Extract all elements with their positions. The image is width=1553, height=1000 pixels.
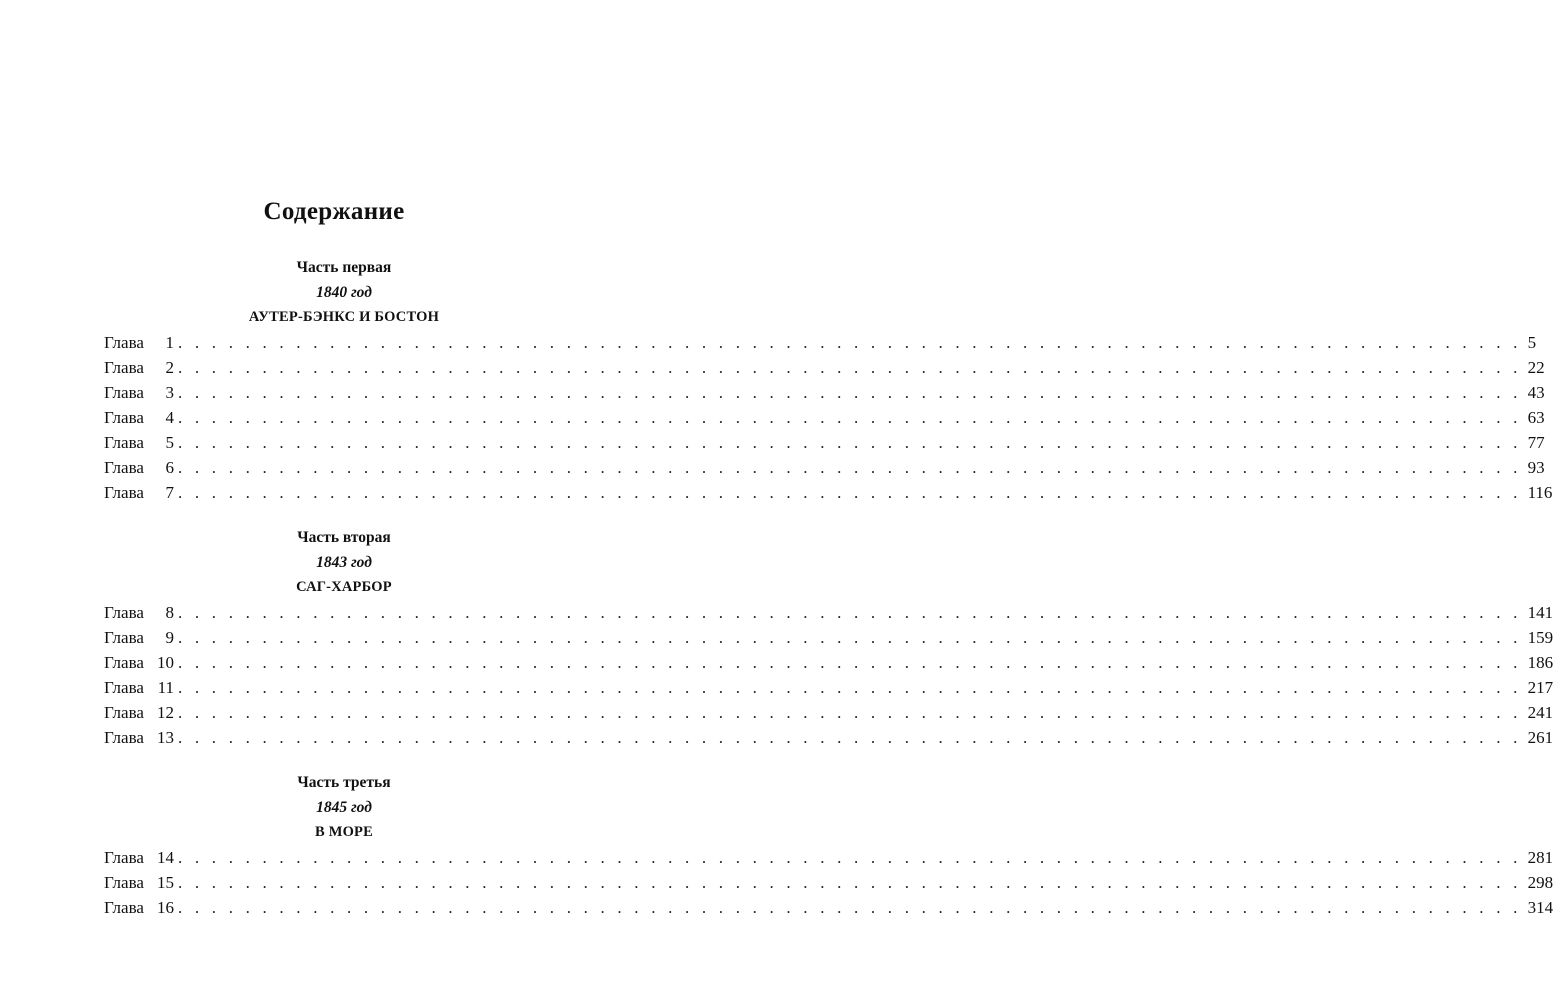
dot-leader: . . . . . . . . . . . . . . . . . . . . . . . . . . . . . . . . . . . . . . . . . . . . . . . . . . . . . . . . . . . . . . . . . . . . . . . . . . . . . . . . bbox=[178, 483, 1522, 502]
toc-entry[interactable] bbox=[104, 725, 1553, 750]
chapter-label: Глава bbox=[104, 873, 144, 892]
page-number: 116 bbox=[1527, 483, 1553, 502]
toc-entry[interactable] bbox=[104, 455, 1545, 480]
toc-entry[interactable] bbox=[104, 405, 1545, 430]
dot-leader: . . . . . . . . . . . . . . . . . . . . . . . . . . . . . . . . . . . . . . . . . . . . . . . . . . . . . . . . . . . . . . . . . . . . . . . . . . . . . . . . bbox=[178, 603, 1522, 622]
page-number: 241 bbox=[1527, 703, 1553, 722]
toc-entry[interactable] bbox=[104, 650, 1553, 675]
dot-leader: . . . . . . . . . . . . . . . . . . . . . . . . . . . . . . . . . . . . . . . . . . . . . . . . . . . . . . . . . . . . . . . . . . . . . . . . . . . . . . . . bbox=[178, 873, 1522, 892]
page-number: 43 bbox=[1527, 383, 1545, 402]
toc-part bbox=[104, 770, 1553, 920]
page-number: 298 bbox=[1527, 873, 1553, 892]
dot-leader: . . . . . . . . . . . . . . . . . . . . . . . . . . . . . . . . . . . . . . . . . . . . . . . . . . . . . . . . . . . . . . . . . . . . . . . . . . . . . . . . bbox=[178, 898, 1522, 917]
chapter-label: Глава bbox=[104, 653, 144, 672]
part-name: Часть вторая bbox=[297, 529, 391, 546]
chapter-number: 16 bbox=[157, 898, 174, 917]
part-place: САГ-ХАРБОР bbox=[296, 579, 392, 595]
page-number: 22 bbox=[1527, 358, 1545, 377]
page-number: 5 bbox=[1527, 333, 1537, 352]
part-place: АУТЕР-БЭНКС И БОСТОН bbox=[248, 309, 440, 325]
page-number: 261 bbox=[1527, 728, 1553, 747]
chapter-label: Глава bbox=[104, 433, 144, 452]
chapter-label: Глава bbox=[104, 603, 144, 622]
chapter-number: 7 bbox=[165, 483, 174, 502]
dot-leader: . . . . . . . . . . . . . . . . . . . . . . . . . . . . . . . . . . . . . . . . . . . . . . . . . . . . . . . . . . . . . . . . . . . . . . . . . . . . . . . . bbox=[178, 333, 1522, 352]
chapter-number: 6 bbox=[165, 458, 174, 477]
toc-entry[interactable] bbox=[104, 625, 1553, 650]
part-heading bbox=[104, 770, 584, 845]
page-number: 314 bbox=[1527, 898, 1553, 917]
chapter-number: 10 bbox=[157, 653, 174, 672]
dot-leader: . . . . . . . . . . . . . . . . . . . . . . . . . . . . . . . . . . . . . . . . . . . . . . . . . . . . . . . . . . . . . . . . . . . . . . . . . . . . . . . . bbox=[178, 653, 1522, 672]
toc-entry[interactable] bbox=[104, 355, 1545, 380]
page-number: 186 bbox=[1527, 653, 1553, 672]
toc-entry[interactable] bbox=[104, 675, 1553, 700]
chapter-number: 1 bbox=[165, 333, 174, 352]
table-of-contents bbox=[104, 255, 1553, 940]
chapter-label: Глава bbox=[104, 333, 144, 352]
chapter-label: Глава bbox=[104, 383, 144, 402]
toc-entry[interactable] bbox=[104, 895, 1553, 920]
dot-leader: . . . . . . . . . . . . . . . . . . . . . . . . . . . . . . . . . . . . . . . . . . . . . . . . . . . . . . . . . . . . . . . . . . . . . . . . . . . . . . . . bbox=[178, 408, 1522, 427]
chapter-number: 9 bbox=[165, 628, 174, 647]
chapter-label: Глава bbox=[104, 848, 144, 867]
chapter-label: Глава bbox=[104, 703, 144, 722]
toc-part bbox=[104, 255, 1553, 505]
part-year: 1845 год bbox=[316, 799, 372, 816]
toc-entry[interactable] bbox=[104, 380, 1545, 405]
part-name: Часть первая bbox=[296, 259, 392, 276]
toc-entry[interactable] bbox=[104, 700, 1553, 725]
chapter-label: Глава bbox=[104, 458, 144, 477]
chapter-number: 15 bbox=[157, 873, 174, 892]
chapter-label: Глава bbox=[104, 408, 144, 427]
page-number: 159 bbox=[1527, 628, 1553, 647]
dot-leader: . . . . . . . . . . . . . . . . . . . . . . . . . . . . . . . . . . . . . . . . . . . . . . . . . . . . . . . . . . . . . . . . . . . . . . . . . . . . . . . . bbox=[178, 628, 1522, 647]
toc-entry[interactable] bbox=[104, 480, 1553, 505]
chapter-label: Глава bbox=[104, 628, 144, 647]
chapter-label: Глава bbox=[104, 678, 144, 697]
dot-leader: . . . . . . . . . . . . . . . . . . . . . . . . . . . . . . . . . . . . . . . . . . . . . . . . . . . . . . . . . . . . . . . . . . . . . . . . . . . . . . . . bbox=[178, 678, 1522, 697]
toc-title: Содержание bbox=[263, 198, 405, 225]
page-number: 141 bbox=[1527, 603, 1553, 622]
dot-leader: . . . . . . . . . . . . . . . . . . . . . . . . . . . . . . . . . . . . . . . . . . . . . . . . . . . . . . . . . . . . . . . . . . . . . . . . . . . . . . . . bbox=[178, 848, 1522, 867]
part-year: 1840 год bbox=[316, 284, 372, 301]
toc-entry[interactable] bbox=[104, 870, 1553, 895]
chapter-number: 11 bbox=[157, 678, 174, 697]
dot-leader: . . . . . . . . . . . . . . . . . . . . . . . . . . . . . . . . . . . . . . . . . . . . . . . . . . . . . . . . . . . . . . . . . . . . . . . . . . . . . . . . bbox=[178, 433, 1522, 452]
toc-entry[interactable] bbox=[104, 845, 1553, 870]
dot-leader: . . . . . . . . . . . . . . . . . . . . . . . . . . . . . . . . . . . . . . . . . . . . . . . . . . . . . . . . . . . . . . . . . . . . . . . . . . . . . . . . bbox=[178, 358, 1522, 377]
dot-leader: . . . . . . . . . . . . . . . . . . . . . . . . . . . . . . . . . . . . . . . . . . . . . . . . . . . . . . . . . . . . . . . . . . . . . . . . . . . . . . . . bbox=[178, 728, 1522, 747]
page-number: 63 bbox=[1527, 408, 1545, 427]
page-number: 93 bbox=[1527, 458, 1545, 477]
part-place: В МОРЕ bbox=[315, 824, 373, 840]
chapter-label: Глава bbox=[104, 358, 144, 377]
part-year: 1843 год bbox=[316, 554, 372, 571]
part-heading bbox=[104, 525, 584, 600]
chapter-number: 5 bbox=[165, 433, 174, 452]
dot-leader: . . . . . . . . . . . . . . . . . . . . . . . . . . . . . . . . . . . . . . . . . . . . . . . . . . . . . . . . . . . . . . . . . . . . . . . . . . . . . . . . bbox=[178, 458, 1522, 477]
part-name: Часть третья bbox=[297, 774, 391, 791]
chapter-number: 4 bbox=[165, 408, 174, 427]
toc-entry[interactable] bbox=[104, 330, 1537, 355]
chapter-number: 12 bbox=[157, 703, 174, 722]
chapter-label: Глава bbox=[104, 483, 144, 502]
chapter-number: 8 bbox=[165, 603, 174, 622]
toc-entry[interactable] bbox=[104, 430, 1545, 455]
toc-part bbox=[104, 525, 1553, 750]
chapter-label: Глава bbox=[104, 898, 144, 917]
part-heading bbox=[104, 255, 584, 330]
page-number: 217 bbox=[1527, 678, 1553, 697]
chapter-number: 14 bbox=[157, 848, 174, 867]
page-number: 281 bbox=[1527, 848, 1553, 867]
chapter-number: 3 bbox=[165, 383, 174, 402]
page-number: 77 bbox=[1527, 433, 1545, 452]
dot-leader: . . . . . . . . . . . . . . . . . . . . . . . . . . . . . . . . . . . . . . . . . . . . . . . . . . . . . . . . . . . . . . . . . . . . . . . . . . . . . . . . bbox=[178, 703, 1522, 722]
chapter-number: 2 bbox=[165, 358, 174, 377]
toc-entry[interactable] bbox=[104, 600, 1553, 625]
chapter-label: Глава bbox=[104, 728, 144, 747]
dot-leader: . . . . . . . . . . . . . . . . . . . . . . . . . . . . . . . . . . . . . . . . . . . . . . . . . . . . . . . . . . . . . . . . . . . . . . . . . . . . . . . . bbox=[178, 383, 1522, 402]
chapter-number: 13 bbox=[157, 728, 174, 747]
